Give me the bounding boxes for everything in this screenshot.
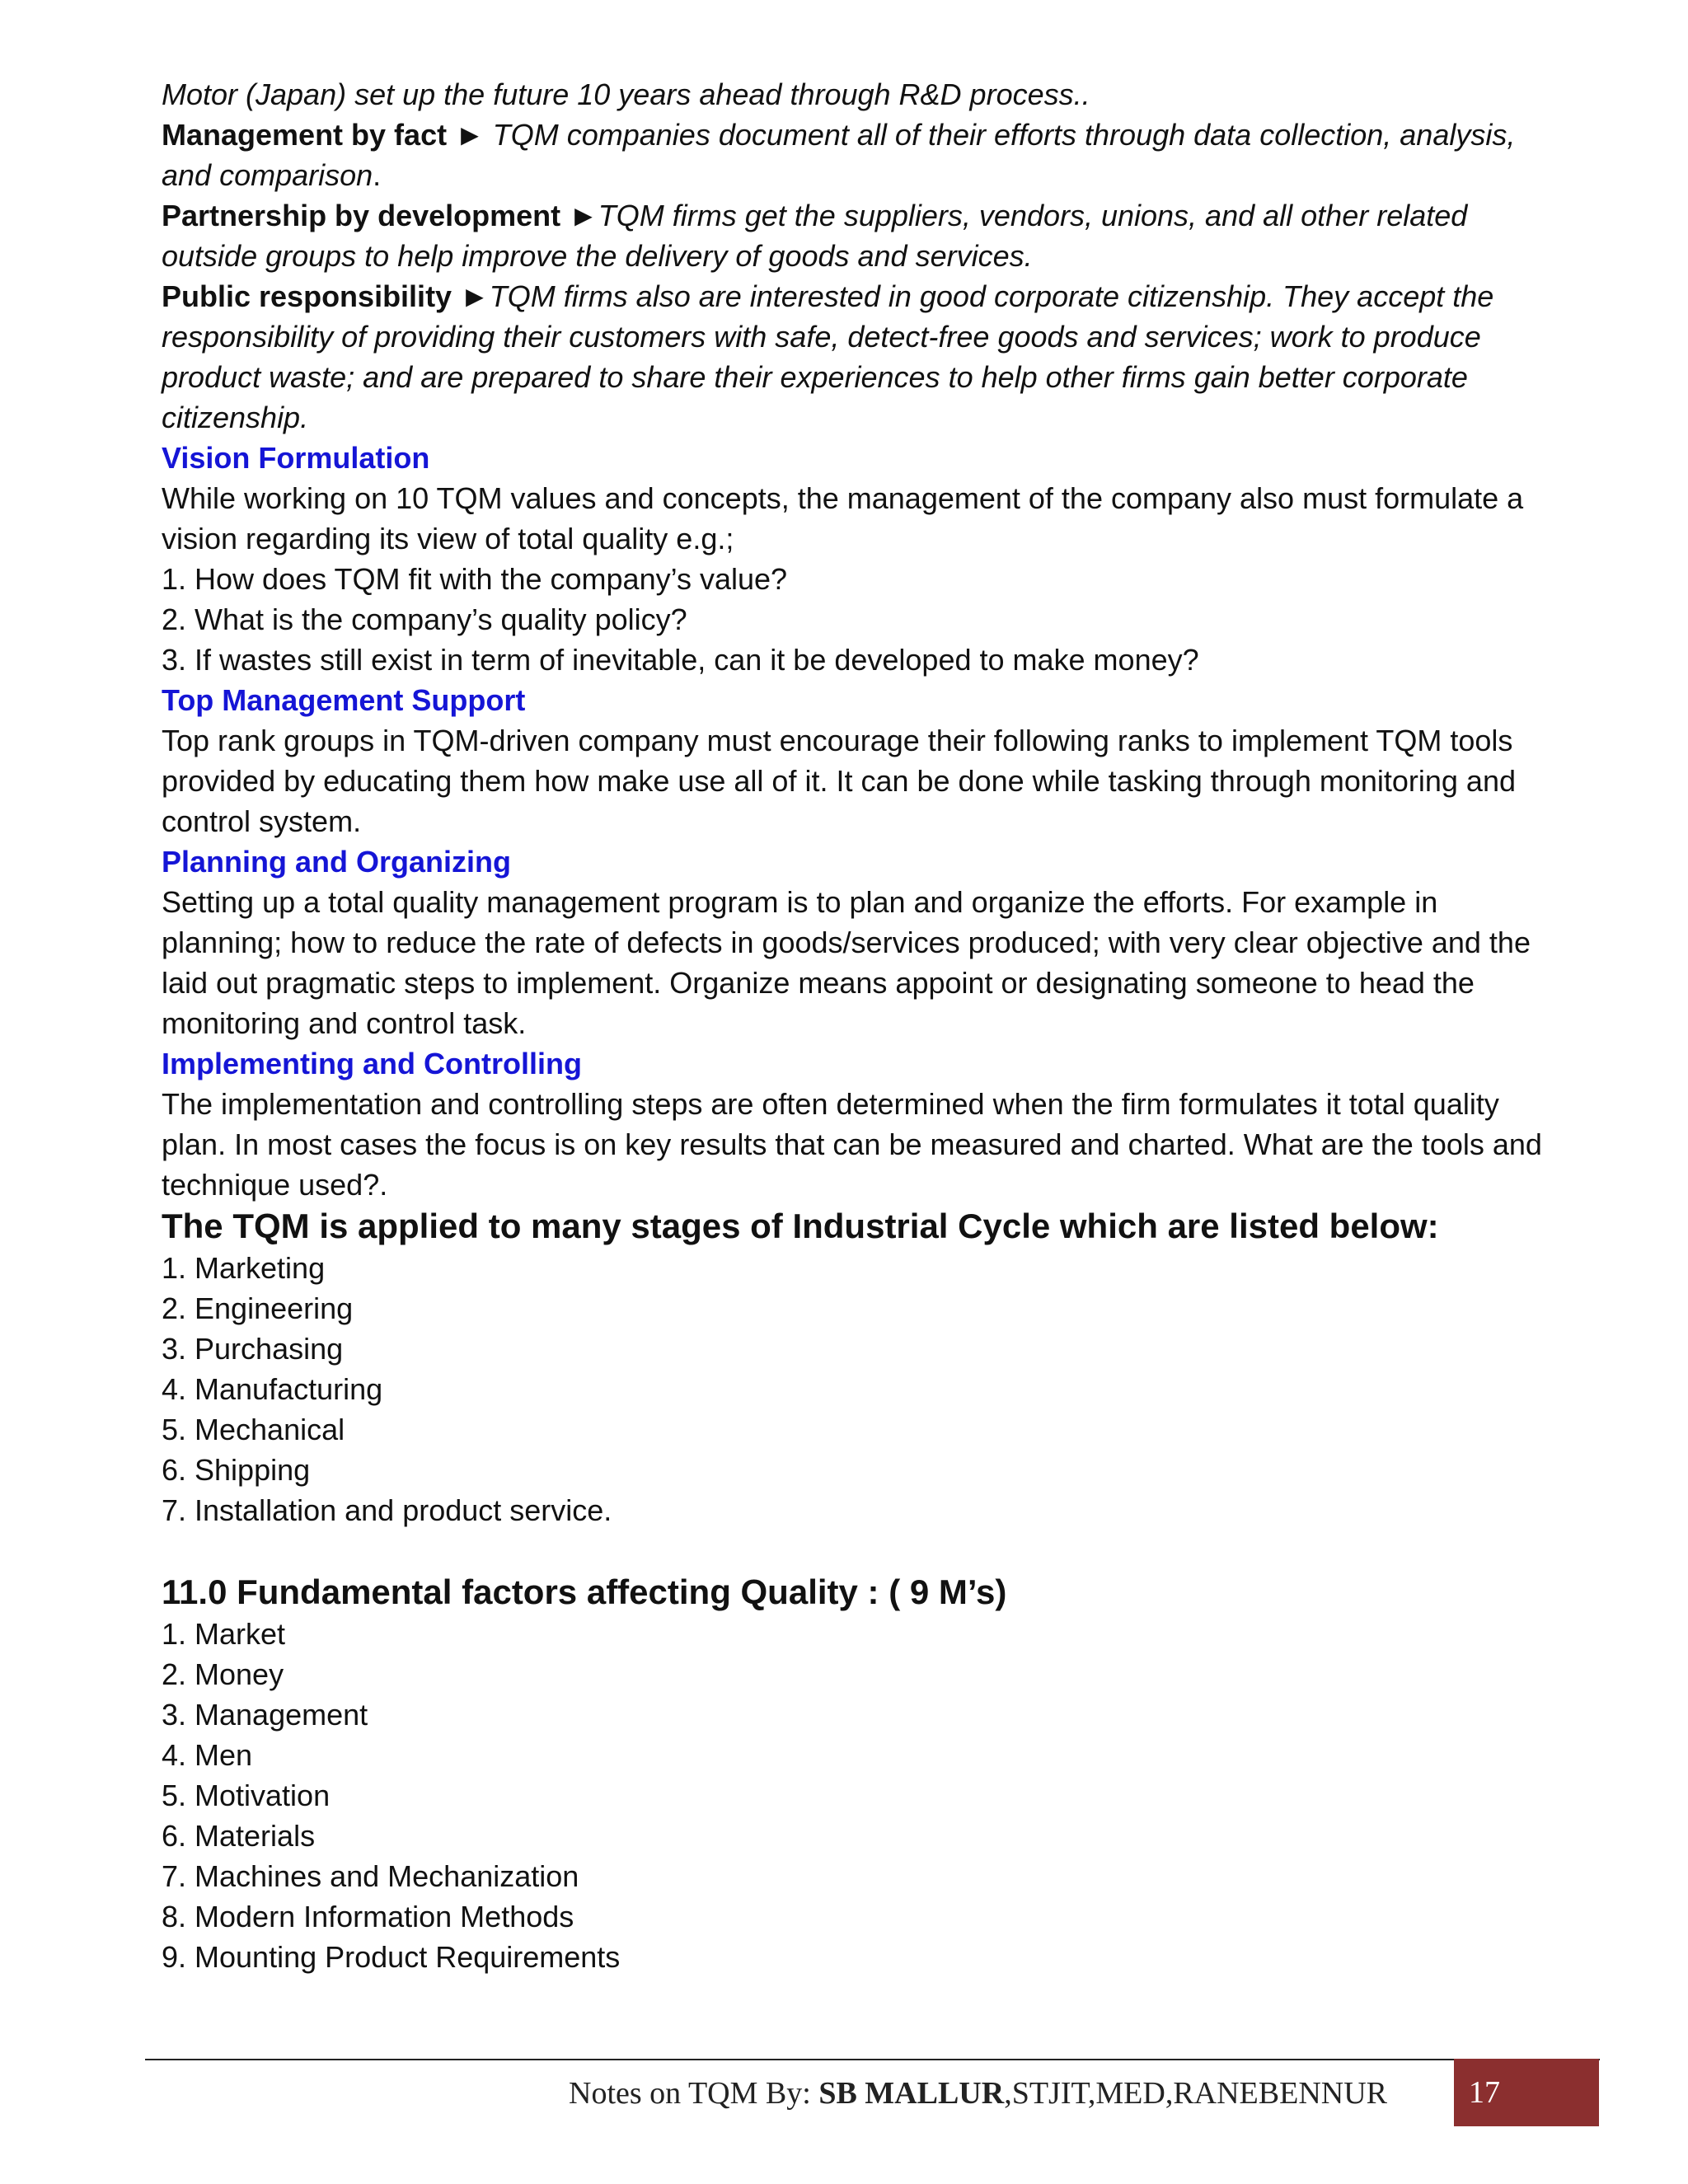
footer-divider bbox=[145, 2059, 1600, 2060]
list-item: 4. Men bbox=[162, 1738, 253, 1772]
footer-suffix: ,STJIT,MED,RANEBENNUR bbox=[1004, 2076, 1387, 2111]
management-by-fact-term: Management by fact bbox=[162, 118, 456, 152]
footer-prefix: Notes on TQM By: bbox=[569, 2076, 819, 2111]
public-responsibility-term: Public responsibility bbox=[162, 279, 461, 313]
arrow-icon: ► bbox=[455, 118, 485, 152]
list-item: 3. Purchasing bbox=[162, 1332, 344, 1366]
management-by-fact-period: . bbox=[373, 158, 382, 192]
implementing-and-controlling-text: The implementation and controlling steps are often determined when the firm formulates it total quality plan. In most cases the focus is on key results that can be measured and charted. What are the tools and technique used?. bbox=[162, 1087, 1542, 1202]
vision-formulation-text: While working on 10 TQM values and concepts, the management of the company also must formulate a vision regarding its view of total quality e.g.; bbox=[162, 481, 1524, 555]
page-number: 17 bbox=[1454, 2059, 1599, 2126]
list-item: 9. Mounting Product Requirements bbox=[162, 1940, 621, 1974]
section-spacer bbox=[162, 1530, 1563, 1571]
list-item: 1. Market bbox=[162, 1617, 286, 1651]
list-item: 8. Modern Information Methods bbox=[162, 1900, 574, 1933]
management-by-fact-description: TQM companies document all of their efforts through data collection, analysis, and comparison bbox=[162, 118, 1516, 192]
fundamental-factors-list bbox=[162, 1614, 1563, 1977]
list-item: 5. Motivation bbox=[162, 1779, 331, 1812]
page-content bbox=[162, 74, 1563, 1977]
list-item: 2. Engineering bbox=[162, 1291, 354, 1325]
list-item: 7. Machines and Mechanization bbox=[162, 1859, 579, 1893]
list-item: 1. How does TQM fit with the company’s value? bbox=[162, 562, 788, 596]
list-item: 7. Installation and product service. bbox=[162, 1493, 612, 1527]
fundamental-factors-heading: 11.0 Fundamental factors affecting Quality : ( 9 M’s) bbox=[162, 1572, 1007, 1611]
vision-formulation-heading: Vision Formulation bbox=[162, 441, 430, 475]
public-responsibility-description: TQM firms also are interested in good corporate citizenship. They accept the responsibility of providing their customers with safe, detect-free goods and services; work to produce product waste; and are prepared to share their experiences to help other firms gain better corporate citizenship. bbox=[162, 279, 1494, 434]
planning-and-organizing-heading: Planning and Organizing bbox=[162, 845, 512, 879]
list-item: 1. Marketing bbox=[162, 1251, 326, 1285]
list-item: 2. Money bbox=[162, 1657, 284, 1691]
planning-and-organizing-text: Setting up a total quality management program is to plan and organize the efforts. For example in planning; how to reduce the rate of defects in goods/services produced; with very clear objective and the laid out pragmatic steps to implement. Organize means appoint or designating someone to head the monitoring and control task. bbox=[162, 885, 1531, 1040]
motor-paragraph: Motor (Japan) set up the future 10 years ahead through R&D process.. bbox=[162, 77, 1090, 111]
public-responsibility-paragraph bbox=[162, 276, 1563, 438]
partnership-by-development-paragraph bbox=[162, 195, 1563, 276]
arrow-icon: ► bbox=[460, 279, 490, 313]
list-item: 2. What is the company’s quality policy? bbox=[162, 602, 687, 636]
footer-author: SB MALLUR bbox=[818, 2076, 1005, 2111]
top-management-support-text: Top rank groups in TQM-driven company must encourage their following ranks to implement TQM tools provided by educating them how make use all of it. It can be done while tasking through monitoring and control system. bbox=[162, 724, 1516, 838]
list-item: 3. Management bbox=[162, 1698, 368, 1732]
list-item: 3. If wastes still exist in term of inevitable, can it be developed to make money? bbox=[162, 643, 1199, 677]
arrow-icon: ► bbox=[569, 199, 598, 232]
list-item: 6. Materials bbox=[162, 1819, 316, 1853]
list-item: 6. Shipping bbox=[162, 1453, 311, 1487]
list-item: 4. Manufacturing bbox=[162, 1372, 383, 1406]
partnership-by-development-description: TQM firms get the suppliers, vendors, unions, and all other related outside groups to help improve the delivery of goods and services. bbox=[162, 199, 1468, 273]
partnership-by-development-term: Partnership by development bbox=[162, 199, 570, 232]
page-footer bbox=[569, 2070, 1387, 2120]
top-management-support-heading: Top Management Support bbox=[162, 683, 526, 717]
industrial-cycle-heading: The TQM is applied to many stages of Industrial Cycle which are listed below: bbox=[162, 1207, 1439, 1245]
list-item: 5. Mechanical bbox=[162, 1413, 345, 1446]
management-by-fact-paragraph bbox=[162, 115, 1563, 195]
implementing-and-controlling-heading: Implementing and Controlling bbox=[162, 1047, 582, 1080]
vision-question-list bbox=[162, 559, 1563, 680]
industrial-cycle-list bbox=[162, 1248, 1563, 1530]
